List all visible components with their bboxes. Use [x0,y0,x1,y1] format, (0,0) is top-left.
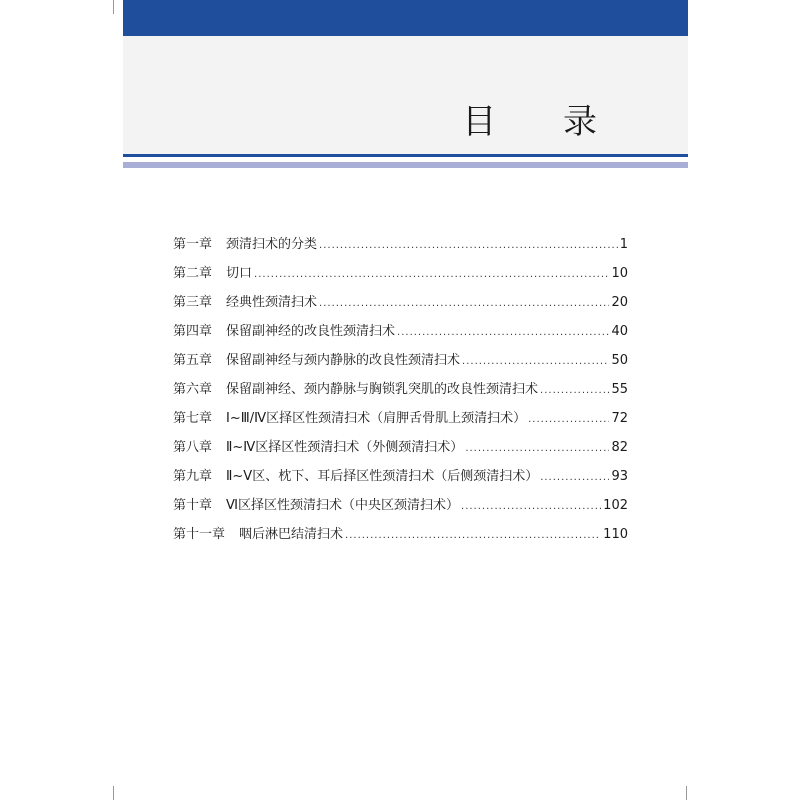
table-of-contents [173,230,628,549]
toc-chapter-label: 第十章 [173,498,213,513]
toc-dot-leader [462,347,609,376]
toc-entry[interactable] [173,462,628,491]
toc-entry-title: 保留副神经与颈内静脉的改良性颈清扫术 [226,353,461,368]
toc-entry[interactable] [173,491,628,520]
toc-page-number: 72 [611,411,628,426]
toc-dot-leader [540,376,609,405]
toc-chapter-label: 第四章 [173,324,213,339]
toc-entry-title: 保留副神经、颈内静脉与胸锁乳突肌的改良性颈清扫术 [226,382,539,397]
page-title: 目 录 [462,102,625,142]
toc-chapter-label: 第七章 [173,411,213,426]
toc-dot-leader [528,405,609,434]
toc-page-number: 82 [611,440,628,455]
toc-chapter-label: 第五章 [173,353,213,368]
toc-page-number: 93 [611,469,628,484]
toc-entry-title: 经典性颈清扫术 [226,295,318,310]
toc-chapter-label: 第十一章 [173,527,226,542]
toc-page-number: 102 [603,498,628,513]
toc-chapter-label: 第九章 [173,469,213,484]
toc-page-number: 1 [619,237,628,252]
header-rule-dark [123,154,688,157]
toc-entry[interactable] [173,520,628,549]
toc-page-number: 40 [611,324,628,339]
toc-page-number: 55 [611,382,628,397]
crop-mark-bottom-left [113,786,114,800]
crop-mark-top-left [113,0,114,14]
crop-mark-bottom-right [686,786,687,800]
toc-chapter-label: 第六章 [173,382,213,397]
toc-dot-leader [254,260,609,289]
toc-page-number: 20 [611,295,628,310]
toc-entry-title: 颈清扫术的分类 [226,237,318,252]
toc-dot-leader [319,231,618,260]
toc-dot-leader [461,492,601,521]
toc-page-number: 10 [611,266,628,281]
toc-entry[interactable] [173,375,628,404]
toc-entry-title: Ⅵ区择区性颈清扫术（中央区颈清扫术） [226,498,460,513]
toc-entry[interactable] [173,433,628,462]
toc-chapter-label: 第一章 [173,237,213,252]
toc-entry[interactable] [173,404,628,433]
toc-dot-leader [319,289,609,318]
toc-chapter-label: 第八章 [173,440,213,455]
toc-entry-title: Ⅱ~Ⅳ区择区性颈清扫术（外侧颈清扫术） [226,440,464,455]
toc-dot-leader [345,521,601,550]
toc-chapter-label: 第三章 [173,295,213,310]
toc-entry[interactable] [173,288,628,317]
toc-dot-leader [397,318,609,347]
toc-entry[interactable] [173,317,628,346]
toc-entry[interactable] [173,346,628,375]
toc-dot-leader [540,463,609,492]
toc-entry[interactable] [173,259,628,288]
toc-chapter-label: 第二章 [173,266,213,281]
toc-page-number: 50 [611,353,628,368]
toc-dot-leader [465,434,609,463]
toc-entry-title: 咽后淋巴结清扫术 [239,527,344,542]
toc-entry-title: Ⅰ~Ⅲ/Ⅳ区择区性颈清扫术（肩胛舌骨肌上颈清扫术） [226,411,527,426]
toc-entry-title: 切口 [226,266,253,281]
toc-entry[interactable] [173,230,628,259]
header-band [123,0,688,36]
toc-page-number: 110 [603,527,628,542]
toc-entry-title: Ⅱ~Ⅴ区、枕下、耳后择区性颈清扫术（后侧颈清扫术） [226,469,539,484]
toc-entry-title: 保留副神经的改良性颈清扫术 [226,324,396,339]
header-rule-light [123,162,688,168]
